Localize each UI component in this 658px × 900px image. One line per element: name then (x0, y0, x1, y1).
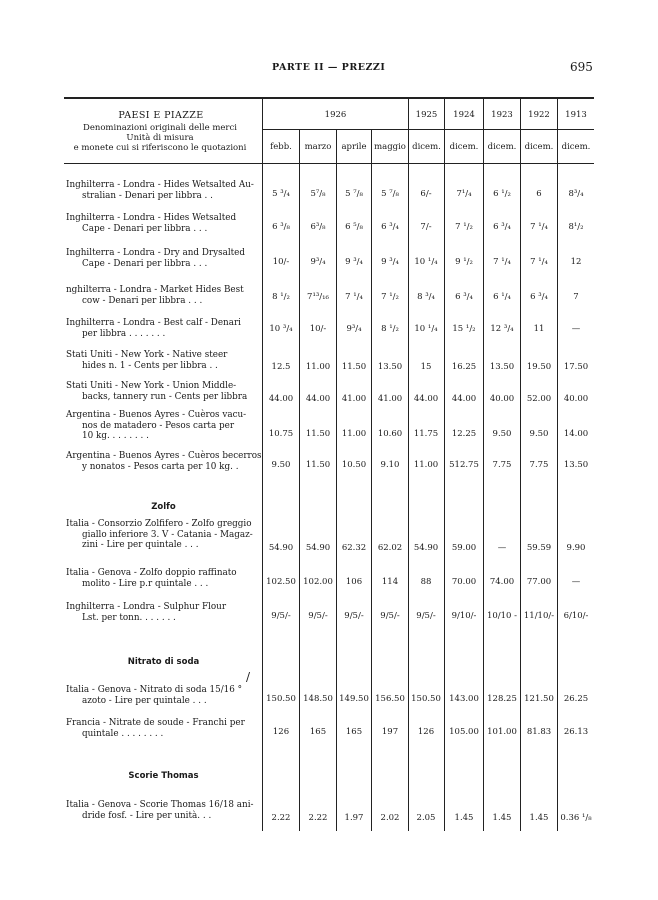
row-label-line: Inghilterra - Londra - Hides Wetsalted (66, 213, 237, 223)
row-label-line: Cape - Denari per libbra . . . (82, 258, 208, 269)
row-label (66, 350, 261, 371)
row-label-line: Italia - Genova - Scorie Thomas 16/18 ani- (66, 800, 254, 810)
row-label-line: 10 kg. . . . . . . . (82, 431, 149, 441)
table-cell: 114 (381, 577, 399, 587)
table-cell: 11.50 (305, 429, 331, 439)
row-label (66, 718, 261, 739)
col-line (299, 130, 300, 831)
table-cell: 11.00 (341, 429, 367, 439)
month-header: marzo (304, 142, 332, 152)
table-cell: 105.00 (449, 727, 479, 737)
header-sub-line: Unità di misura (126, 133, 194, 143)
row-label (66, 602, 261, 623)
table-cell: 54.90 (413, 543, 439, 553)
table-cell: 26.25 (563, 694, 589, 704)
row-label (66, 519, 261, 551)
table-cell: 165 (345, 727, 363, 737)
table-cell: 102.00 (303, 577, 333, 587)
row-label (66, 285, 261, 306)
table-cell: 59.59 (526, 543, 552, 553)
table-cell: 10 ³/₄ (269, 324, 293, 334)
year-header: 1913 (565, 110, 587, 120)
table-cell: 143.00 (449, 694, 479, 704)
table-cell: 6 ⁵/₈ (345, 222, 363, 232)
table-cell: 81.83 (526, 727, 552, 737)
row-label (66, 800, 261, 821)
table-cell: 11 (533, 324, 545, 334)
table-cell: 40.00 (563, 394, 589, 404)
table-cell: 9³/₄ (346, 324, 362, 334)
table-cell: 7/- (420, 222, 432, 232)
table-cell: 7 ¹/₂ (455, 222, 473, 232)
row-label-line: azoto - Lire per quintale . . . (82, 695, 207, 706)
table-cell: 10/- (272, 257, 290, 267)
table-cell: 7 ¹/₄ (530, 257, 548, 267)
header-mid-rule (262, 129, 594, 130)
table-cell: 1.45 (492, 813, 512, 823)
row-label-line: nghilterra - Londra - Market Hides Best (66, 285, 244, 295)
table-cell: 6/- (420, 189, 432, 199)
table-cell: 11.00 (305, 362, 331, 372)
table-cell: 14.00 (563, 429, 589, 439)
row-label (66, 410, 261, 442)
table-cell: 10/- (309, 324, 327, 334)
row-label-line: Italia - Consorzio Zolfifero - Zolfo greggio (66, 519, 252, 529)
row-label-line: Stati Uniti - New York - Union Middle- (66, 381, 237, 391)
table-cell: 2.22 (271, 813, 291, 823)
table-cell: 7¹/₄ (456, 189, 472, 199)
table-cell: 7¹³/₁₆ (307, 292, 329, 302)
table-cell: — (497, 543, 507, 553)
table-cell: 6 ³/₄ (381, 222, 399, 232)
table-cell: 77.00 (526, 577, 552, 587)
table-cell: 7 ¹/₂ (381, 292, 399, 302)
row-label-line: Stati Uniti - New York - Native steer (66, 350, 228, 360)
table-cell: 9/10/- (451, 611, 477, 621)
table-cell: 8¹/₂ (568, 222, 584, 232)
row-label-line: per libbra . . . . . . . (82, 328, 166, 339)
table-cell: 26.13 (563, 727, 589, 737)
table-cell: 8 ¹/₂ (272, 292, 290, 302)
table-cell: 15 (420, 362, 432, 372)
table-cell: 6 ¹/₄ (493, 292, 511, 302)
row-label-line: Inghilterra - Londra - Sulphur Flour (66, 602, 227, 612)
month-header: febb. (270, 142, 292, 152)
row-label-line: stralian - Denari per libbra . . (82, 190, 213, 201)
table-cell: 9/5/- (380, 611, 400, 621)
table-cell: 149.50 (339, 694, 369, 704)
month-header: dicem. (449, 142, 479, 152)
table-cell: 0.36 ¹/₈ (560, 813, 592, 823)
table-cell: 6 ¹/₂ (493, 189, 511, 199)
table-cell: 88 (420, 577, 432, 587)
row-label (66, 248, 261, 269)
table-cell: 102.50 (266, 577, 296, 587)
table-cell: 156.50 (375, 694, 405, 704)
row-label-line: nos de matadero - Pesos carta per (82, 420, 235, 431)
table-cell: 1.45 (454, 813, 474, 823)
table-cell: 15 ¹/₂ (452, 324, 476, 334)
table-cell: 6 ³/₄ (530, 292, 548, 302)
table-cell: 9/5/- (271, 611, 291, 621)
table-cell: 9.50 (529, 429, 549, 439)
table-cell: 7 ¹/₄ (345, 292, 363, 302)
table-cell: 19.50 (526, 362, 552, 372)
table-cell: 7 ¹/₄ (530, 222, 548, 232)
table-cell: 9.50 (492, 429, 512, 439)
table-cell: 62.32 (341, 543, 367, 553)
table-cell: 13.50 (377, 362, 403, 372)
table-cell: 9³/₄ (310, 257, 326, 267)
row-label (66, 685, 261, 706)
row-label-line: dride fosf. - Lire per unità. . . (82, 810, 212, 821)
table-cell: 1.45 (529, 813, 549, 823)
col-line (371, 130, 372, 831)
row-label-line: Lst. per tonn. . . . . . . (82, 612, 176, 623)
year-header: 1924 (453, 110, 475, 120)
row-label-line: Argentina - Buenos Ayres - Cuèros vacu- (66, 410, 247, 420)
table-cell: 44.00 (268, 394, 294, 404)
row-label (66, 451, 261, 472)
table-cell: 12 (570, 257, 582, 267)
table-cell: 7 ¹/₄ (493, 257, 511, 267)
table-cell: 44.00 (451, 394, 477, 404)
table-cell: 121.50 (524, 694, 554, 704)
table-cell: 9/5/- (416, 611, 436, 621)
table-cell: 5 ⁷/₈ (345, 189, 363, 199)
table-cell: 6 (536, 189, 542, 199)
table-cell: 10 ¹/₄ (414, 257, 438, 267)
table-cell: 70.00 (451, 577, 477, 587)
table-cell: 74.00 (489, 577, 515, 587)
row-label-line: molito - Lire p.r quintale . . . (82, 578, 209, 589)
table-cell: 16.25 (451, 362, 477, 372)
row-label (66, 180, 261, 201)
table-cell: 2.22 (308, 813, 328, 823)
month-header: maggio (374, 142, 406, 152)
table-cell: 8³/₄ (568, 189, 584, 199)
table-cell: — (571, 324, 581, 334)
table-cell: 126 (417, 727, 435, 737)
table-cell: 5 ⁷/₈ (381, 189, 399, 199)
month-header: dicem. (412, 142, 441, 152)
row-label (66, 381, 261, 402)
table-cell: 62.02 (377, 543, 403, 553)
header-bottom-rule (64, 163, 594, 164)
table-top-rule (64, 97, 594, 99)
year-header: 1926 (324, 110, 347, 120)
table-cell: 13.50 (563, 460, 589, 470)
table-cell: 10.60 (377, 429, 403, 439)
row-label-line: Francia - Nitrate de soude - Franchi per (66, 718, 245, 728)
table-cell: 126 (272, 727, 290, 737)
row-label-line: hides n. 1 - Cents per libbra . . (82, 360, 218, 371)
table-cell: 17.50 (563, 362, 589, 372)
row-label-line: backs, tannery run - Cents per libbra (82, 391, 248, 402)
table-cell: 11.00 (413, 460, 439, 470)
table-cell: 12.5 (271, 362, 291, 372)
table-cell: 10.50 (341, 460, 367, 470)
table-cell: 512.75 (449, 460, 479, 470)
table-cell: 54.90 (268, 543, 294, 553)
table-cell: 12.25 (451, 429, 477, 439)
month-header: dicem. (561, 142, 591, 152)
table-cell: 9 ¹/₂ (455, 257, 473, 267)
table-cell: 6³/₈ (310, 222, 326, 232)
table-cell: 165 (309, 727, 327, 737)
table-cell: 7.75 (492, 460, 512, 470)
table-cell: 9 ³/₄ (381, 257, 399, 267)
row-label-line: Italia - Genova - Nitrato di soda 15/16 ° (66, 685, 243, 695)
running-head (0, 60, 658, 76)
table-cell: 41.00 (377, 394, 403, 404)
row-label-line: Argentina - Buenos Ayres - Cuèros becerros (66, 451, 262, 461)
table-cell: 44.00 (413, 394, 439, 404)
table-cell: 9/5/- (344, 611, 364, 621)
row-label-line: Italia - Genova - Zolfo doppio raffinato (66, 568, 237, 578)
table-cell: 9.50 (271, 460, 291, 470)
row-label-line: Inghilterra - Londra - Dry and Drysalted (66, 248, 246, 258)
running-title: PARTE II — PREZZI (272, 62, 386, 73)
header-title: PAESI E PIAZZE (118, 110, 204, 121)
month-header: dicem. (524, 142, 554, 152)
table-cell: 12 ³/₄ (490, 324, 514, 334)
table-cell: 150.50 (411, 694, 441, 704)
table-cell: 9.90 (566, 543, 586, 553)
year-header: 1922 (528, 110, 550, 120)
section-title: Nitrato di soda (127, 657, 200, 667)
year-header: 1923 (491, 110, 513, 120)
table-cell: 54.90 (305, 543, 331, 553)
row-label (66, 213, 261, 234)
table-cell: 6 ³/₄ (455, 292, 473, 302)
month-header: aprile (341, 142, 367, 152)
table-cell: 59.00 (451, 543, 477, 553)
table-cell: 40.00 (489, 394, 515, 404)
table-cell: 8 ³/₄ (417, 292, 435, 302)
table-cell: 101.00 (487, 727, 517, 737)
pencil-mark: / (246, 670, 251, 684)
table-cell: 10 ¹/₄ (414, 324, 438, 334)
table-cell: 148.50 (303, 694, 333, 704)
row-label-line: zini - Lire per quintale . . . (82, 540, 199, 550)
month-header: dicem. (487, 142, 517, 152)
header-sub-line: e monete cui si riferiscono le quotazioni (73, 143, 247, 153)
row-label-line: y nonatos - Pesos carta per 10 kg. . (82, 461, 239, 472)
table-cell: 1.97 (344, 813, 364, 823)
table-cell: 6/10/- (563, 611, 589, 621)
table-cell: 7.75 (529, 460, 549, 470)
page-number: 695 (570, 60, 593, 74)
table-cell: 6 ³/₈ (272, 222, 290, 232)
table-cell: 10.75 (268, 429, 294, 439)
table-cell: 7 (573, 292, 579, 302)
table-cell: 9.10 (380, 460, 400, 470)
table-cell: 8 ¹/₂ (381, 324, 399, 334)
row-label-line: giallo inferiore 3. V - Catania - Magaz- (82, 529, 253, 540)
table-cell: 11.50 (305, 460, 331, 470)
year-header: 1925 (415, 110, 438, 120)
table-cell: 5⁷/₈ (310, 189, 326, 199)
table-cell: 41.00 (341, 394, 367, 404)
row-label (66, 318, 261, 339)
table-cell: 2.02 (380, 813, 400, 823)
row-label (66, 568, 261, 589)
table-cell: 11/10/- (523, 611, 555, 621)
row-label-line: quintale . . . . . . . . (82, 728, 164, 739)
table-cell: 150.50 (266, 694, 296, 704)
table-cell: 9 ³/₄ (345, 257, 363, 267)
table-cell: 9/5/- (308, 611, 328, 621)
table-cell: 106 (345, 577, 363, 587)
table-cell: 197 (381, 727, 399, 737)
table-cell: 5 ³/₄ (272, 189, 290, 199)
table-cell: 11.75 (413, 429, 439, 439)
section-title: Scorie Thomas (128, 771, 199, 781)
header-sub-line: Denominazioni originali delle merci (83, 123, 237, 133)
row-label-line: cow - Denari per libbra . . . (82, 295, 203, 306)
row-label-line: Inghilterra - Londra - Best calf - Denari (66, 318, 241, 328)
table-cell: 2.05 (416, 813, 436, 823)
table-cell: 44.00 (305, 394, 331, 404)
table-cell: 10/10 - (486, 611, 518, 621)
table-cell: 13.50 (489, 362, 515, 372)
section-title: Zolfo (151, 502, 176, 512)
row-label-line: Cape - Denari per libbra . . . (82, 223, 208, 234)
table-cell: — (571, 577, 581, 587)
row-label-line: Inghilterra - Londra - Hides Wetsalted Au- (66, 180, 254, 190)
table-cell: 128.25 (487, 694, 517, 704)
table-cell: 52.00 (526, 394, 552, 404)
table-cell: 11.50 (341, 362, 367, 372)
col-line (336, 130, 337, 831)
table-cell: 6 ³/₄ (493, 222, 511, 232)
